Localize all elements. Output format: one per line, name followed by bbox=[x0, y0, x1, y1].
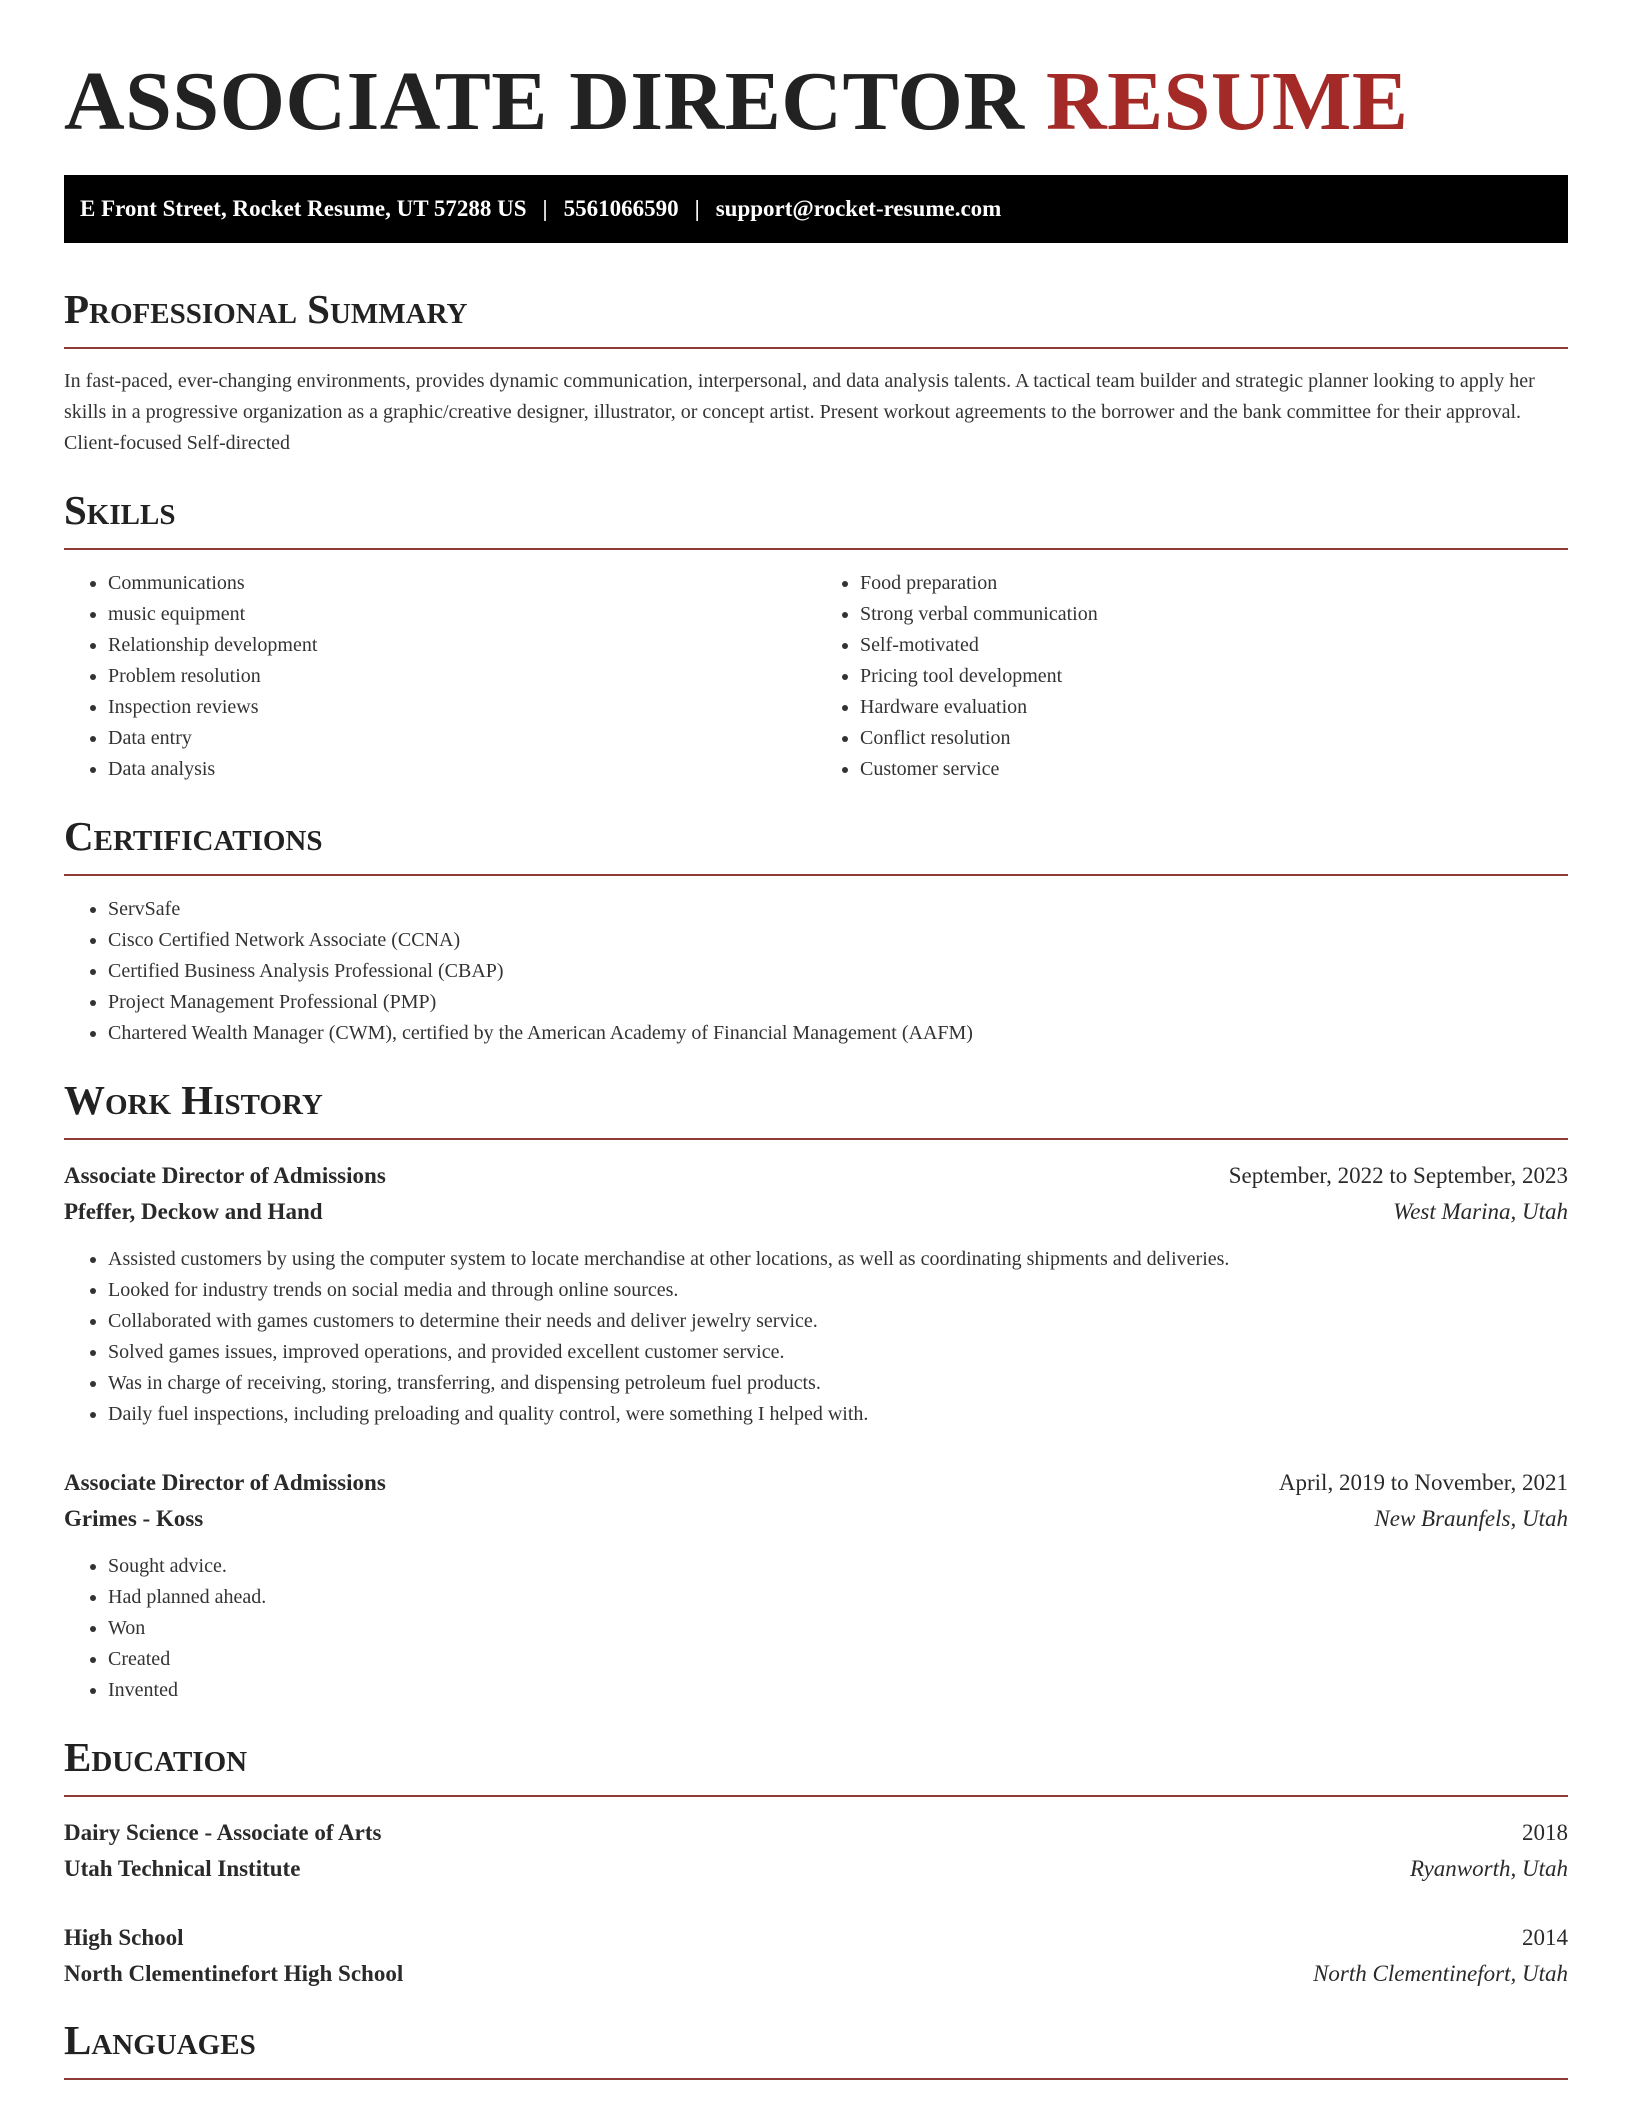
skill-item: • Communications bbox=[108, 568, 816, 599]
job-dates: April, 2019 to November, 2021 bbox=[1278, 1470, 1568, 1495]
section-divider bbox=[64, 2078, 1568, 2080]
section-title-education: Education bbox=[64, 1734, 248, 1780]
languages-section bbox=[64, 2016, 1568, 2080]
job-title: Associate Director of Admissions bbox=[64, 1470, 386, 1495]
skill-item: • Problem resolution bbox=[108, 661, 816, 692]
certifications-section bbox=[64, 812, 1568, 1049]
skill-item: • Conflict resolution bbox=[860, 723, 1568, 754]
job-title-row bbox=[64, 1158, 1568, 1194]
skills-list-right bbox=[816, 568, 1568, 785]
skills-section bbox=[64, 486, 1568, 785]
contact-email: support@rocket-resume.com bbox=[715, 196, 1002, 221]
job-duty: • Was in charge of receiving, storing, transferring, and dispensing petroleum fuel products. bbox=[108, 1368, 1568, 1399]
job-duty: • Won bbox=[108, 1613, 1568, 1644]
contact-bar bbox=[64, 175, 1568, 243]
contact-separator: | bbox=[542, 196, 548, 221]
title-accent: RESUME bbox=[1045, 55, 1409, 148]
education-entry bbox=[64, 1920, 1568, 1992]
skill-item: • Data entry bbox=[108, 723, 816, 754]
job-duty: • Created bbox=[108, 1644, 1568, 1675]
education-school: North Clementinefort High School bbox=[64, 1961, 404, 1986]
education-school-row bbox=[64, 1851, 1568, 1887]
education-entry bbox=[64, 1815, 1568, 1887]
skills-grid bbox=[64, 550, 1568, 785]
job-duty: • Invented bbox=[108, 1675, 1568, 1706]
contact-separator: | bbox=[694, 196, 700, 221]
skill-item: • music equipment bbox=[108, 599, 816, 630]
certification-item: • Chartered Wealth Manager (CWM), certified by the American Academy of Financial Management (AAFM) bbox=[108, 1018, 1568, 1049]
job-duty: • Collaborated with games customers to determine their needs and deliver jewelry service. bbox=[108, 1306, 1568, 1337]
education-degree-row bbox=[64, 1815, 1568, 1851]
section-title-certifications: Certifications bbox=[64, 813, 323, 859]
contact-address: E Front Street, Rocket Resume, UT 57288 US bbox=[80, 196, 527, 221]
job-company-row bbox=[64, 1501, 1568, 1537]
skill-item: • Data analysis bbox=[108, 754, 816, 785]
job-entry bbox=[64, 1158, 1568, 1430]
section-title-languages: Languages bbox=[64, 2017, 256, 2063]
job-location: West Marina, Utah bbox=[1393, 1199, 1568, 1224]
skill-item: • Relationship development bbox=[108, 630, 816, 661]
job-company: Grimes - Koss bbox=[64, 1506, 204, 1531]
certification-item: • Cisco Certified Network Associate (CCNA) bbox=[108, 925, 1568, 956]
job-duties-list bbox=[64, 1244, 1568, 1430]
education-year: 2014 bbox=[1522, 1925, 1568, 1950]
job-entry bbox=[64, 1465, 1568, 1706]
education-degree: High School bbox=[64, 1925, 184, 1950]
certifications-list bbox=[64, 894, 1568, 1049]
section-divider bbox=[64, 1138, 1568, 1140]
resume-page bbox=[64, 52, 1568, 2080]
certification-item: • Project Management Professional (PMP) bbox=[108, 987, 1568, 1018]
resume-title bbox=[64, 52, 1568, 152]
skill-item: • Food preparation bbox=[860, 568, 1568, 599]
job-duty: • Assisted customers by using the computer system to locate merchandise at other locations, as well as coordinating shipments and deliveries. bbox=[108, 1244, 1568, 1275]
job-duty: • Solved games issues, improved operations, and provided excellent customer service. bbox=[108, 1337, 1568, 1368]
job-duty: • Had planned ahead. bbox=[108, 1582, 1568, 1613]
section-title-skills: Skills bbox=[64, 487, 176, 533]
education-degree-row bbox=[64, 1920, 1568, 1956]
job-duty: • Sought advice. bbox=[108, 1551, 1568, 1582]
skill-item: • Hardware evaluation bbox=[860, 692, 1568, 723]
summary-section bbox=[64, 285, 1568, 459]
job-title-row bbox=[64, 1465, 1568, 1501]
section-divider bbox=[64, 347, 1568, 349]
job-duty: • Looked for industry trends on social media and through online sources. bbox=[108, 1275, 1568, 1306]
skill-item: • Pricing tool development bbox=[860, 661, 1568, 692]
education-school: Utah Technical Institute bbox=[64, 1856, 301, 1881]
skill-item: • Self-motivated bbox=[860, 630, 1568, 661]
job-title: Associate Director of Admissions bbox=[64, 1163, 386, 1188]
section-title-work-history: Work History bbox=[64, 1077, 323, 1123]
job-location: New Braunfels, Utah bbox=[1374, 1506, 1568, 1531]
title-main: ASSOCIATE DIRECTOR bbox=[64, 55, 1025, 148]
education-section bbox=[64, 1733, 1568, 1992]
skill-item: • Strong verbal communication bbox=[860, 599, 1568, 630]
skill-item: • Customer service bbox=[860, 754, 1568, 785]
education-location: Ryanworth, Utah bbox=[1409, 1856, 1568, 1881]
job-dates: September, 2022 to September, 2023 bbox=[1228, 1163, 1568, 1188]
summary-text: In fast-paced, ever-changing environments, provides dynamic communication, interpersonal, and data analysis talents. A tactical team builder and strategic planner looking to apply her skills in a progressive organization as a graphic/creative designer, illustrator, or concept artist. Present workout agreements to the borrower and the bank committee for their approval. Client-focused Self-directed bbox=[64, 370, 1535, 454]
job-company: Pfeffer, Deckow and Hand bbox=[64, 1199, 323, 1224]
section-title-summary: Professional Summary bbox=[64, 286, 468, 332]
education-degree: Dairy Science - Associate of Arts bbox=[64, 1820, 382, 1845]
job-duties-list bbox=[64, 1551, 1568, 1706]
work-history-section bbox=[64, 1076, 1568, 1706]
skills-list-left bbox=[64, 568, 816, 785]
job-company-row bbox=[64, 1194, 1568, 1230]
skill-item: • Inspection reviews bbox=[108, 692, 816, 723]
education-school-row bbox=[64, 1956, 1568, 1992]
contact-phone: 5561066590 bbox=[563, 196, 679, 221]
job-duty: • Daily fuel inspections, including preloading and quality control, were something I helped with. bbox=[108, 1399, 1568, 1430]
certification-item: • ServSafe bbox=[108, 894, 1568, 925]
section-divider bbox=[64, 1795, 1568, 1797]
education-location: North Clementinefort, Utah bbox=[1313, 1961, 1568, 1986]
education-year: 2018 bbox=[1522, 1820, 1568, 1845]
section-divider bbox=[64, 874, 1568, 876]
certification-item: • Certified Business Analysis Professional (CBAP) bbox=[108, 956, 1568, 987]
